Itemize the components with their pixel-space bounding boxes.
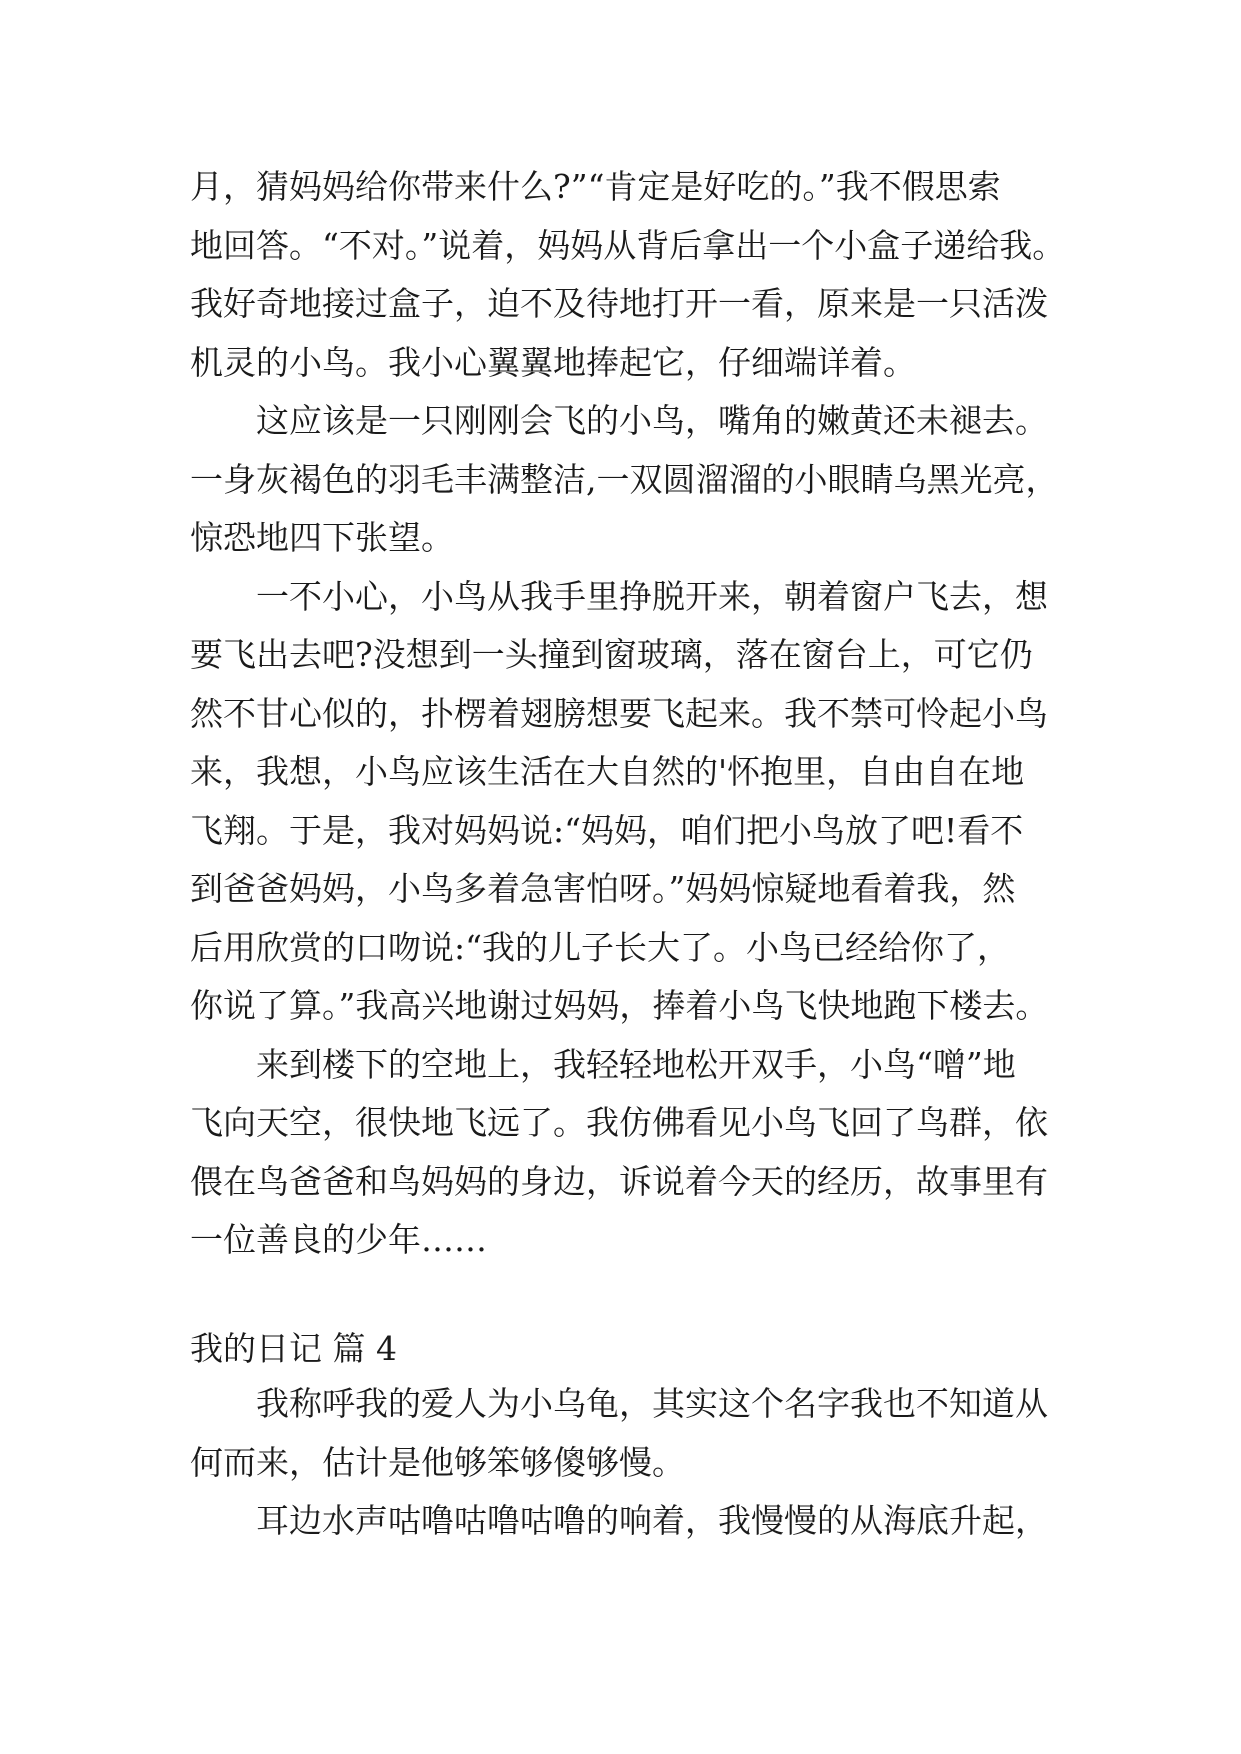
text-line: 一身灰褐色的羽毛丰满整洁,一双圆溜溜的小眼睛乌黑光亮， xyxy=(190,459,1059,499)
paragraph xyxy=(190,392,1070,568)
text-line: 惊恐地四下张望。 xyxy=(190,518,454,557)
text-line: 要飞出去吧?没想到一头撞到窗玻璃，落在窗台上，可它仍 xyxy=(190,635,1033,674)
text-line: 偎在鸟爸爸和鸟妈妈的身边，诉说着今天的经历，故事里有 xyxy=(190,1161,1048,1201)
text-line: 月，猜妈妈给你带来什么?”“肯定是好吃的。”我不假思索 xyxy=(190,167,1001,206)
paragraph xyxy=(190,1375,1070,1492)
text-line: 来到楼下的空地上，我轻轻地松开双手，小鸟“噌”地 xyxy=(256,1044,1016,1084)
text-line: 何而来，估计是他够笨够傻够慢。 xyxy=(190,1442,685,1482)
text-line: 我好奇地接过盒子，迫不及待地打开一看，原来是一只活泼 xyxy=(190,284,1048,323)
story-body-part-1 xyxy=(190,158,1070,1270)
text-line: 飞翔。于是，我对妈妈说:“妈妈，咱们把小鸟放了吧!看不 xyxy=(190,810,1024,850)
text-line: 到爸爸妈妈，小鸟多着急害怕呀。”妈妈惊疑地看着我，然 xyxy=(190,869,1016,908)
paragraph xyxy=(190,158,1070,392)
text-line: 一位善良的少年…… xyxy=(190,1220,487,1259)
text-line: 耳边水声咕噜咕噜咕噜的响着，我慢慢的从海底升起， xyxy=(256,1501,1048,1540)
story-body-part-2 xyxy=(190,1375,1070,1551)
paragraph xyxy=(190,1036,1070,1270)
text-line: 这应该是一只刚刚会飞的小鸟，嘴角的嫩黄还未褪去。 xyxy=(256,401,1048,440)
text-line: 后用欣赏的口吻说:“我的儿子长大了。小鸟已经给你了， xyxy=(190,927,1010,967)
text-line: 然不甘心似的，扑楞着翅膀想要飞起来。我不禁可怜起小鸟 xyxy=(190,693,1048,733)
text-line: 一不小心，小鸟从我手里挣脱开来，朝着窗户飞去，想 xyxy=(256,576,1048,616)
paragraph xyxy=(190,568,1070,1036)
text-line: 来，我想，小鸟应该生活在大自然的'怀抱里，自由自在地 xyxy=(190,752,1025,791)
text-line: 你说了算。”我高兴地谢过妈妈，捧着小鸟飞快地跑下楼去。 xyxy=(190,986,1049,1025)
text-line: 飞向天空，很快地飞远了。我仿佛看见小鸟飞回了鸟群，依 xyxy=(190,1103,1048,1142)
text-line: 我称呼我的爱人为小乌龟，其实这个名字我也不知道从 xyxy=(256,1384,1048,1423)
section-heading: 我的日记 篇 4 xyxy=(190,1329,397,1368)
paragraph xyxy=(190,1492,1070,1551)
text-line: 地回答。“不对。”说着，妈妈从背后拿出一个小盒子递给我。 xyxy=(190,225,1066,265)
text-line: 机灵的小鸟。我小心翼翼地捧起它，仔细端详着。 xyxy=(190,342,916,382)
